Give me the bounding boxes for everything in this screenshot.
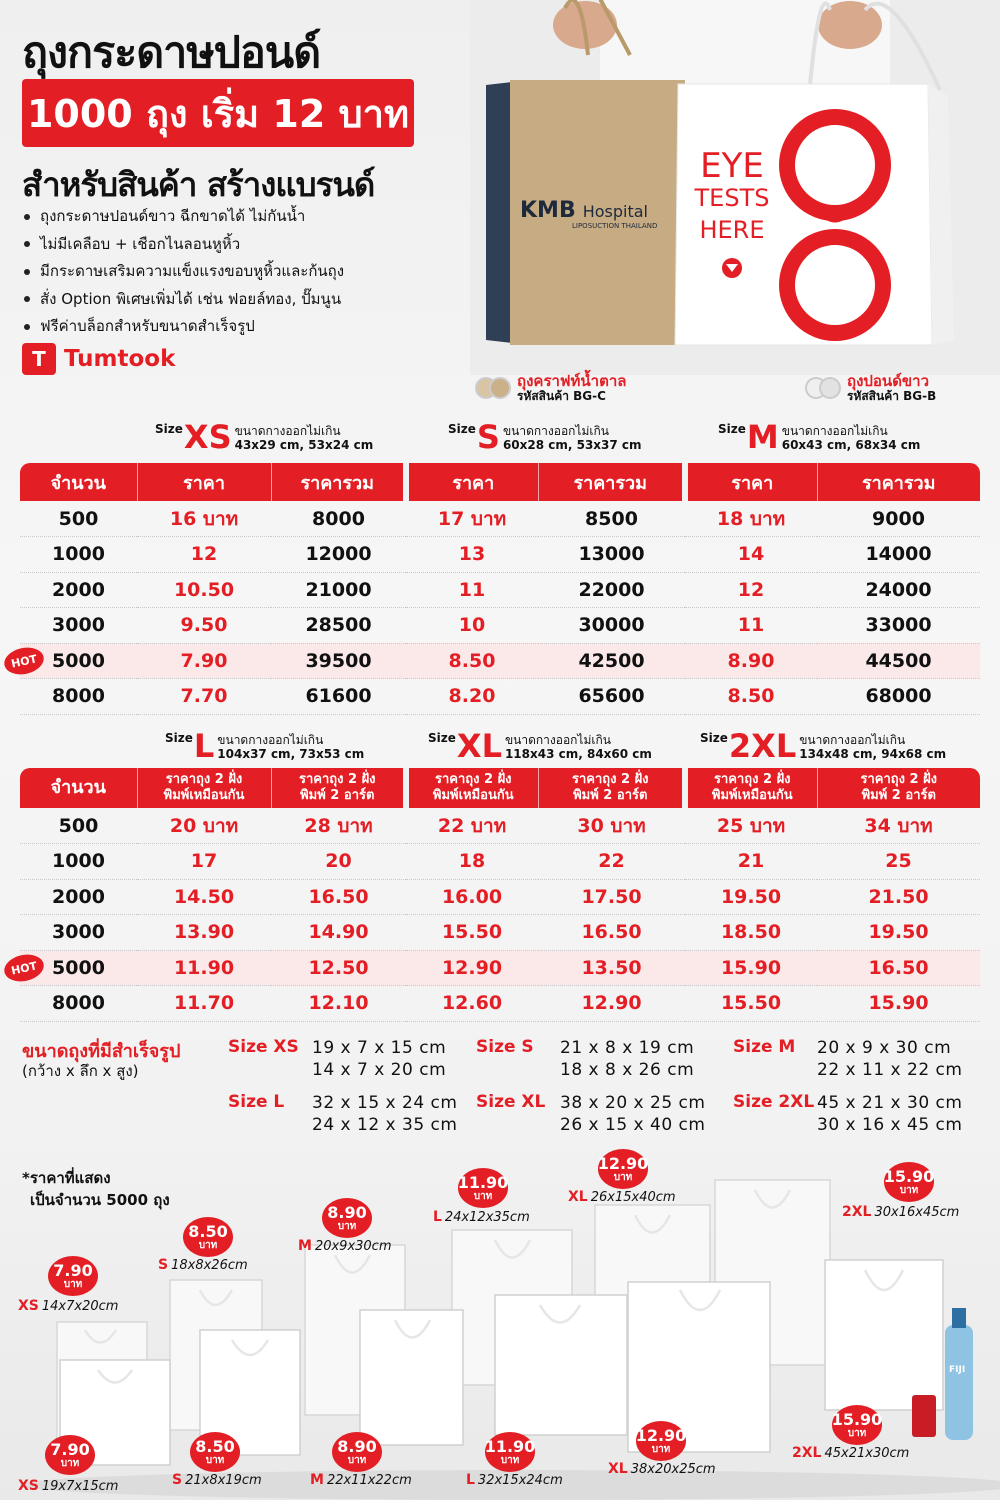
table-row: 8000 11.70 12.10 12.60 12.90 15.50 15.90: [20, 986, 980, 1022]
price-badge: 12.90 บาท: [598, 1149, 648, 1189]
ready-size-dims: 19 x 7 x 15 cm 14 x 7 x 20 cm: [312, 1038, 447, 1080]
table-row: 3000 9.50 28500 10 30000 11 33000: [20, 608, 980, 644]
table-row: 500 16 บาท 8000 17 บาท 8500 18 บาท 9000: [20, 501, 980, 537]
badge-size-label: XS 19x7x15cm: [18, 1478, 119, 1494]
feature-item: ฟรีค่าบล็อกสำหรับขนาดสำเร็จรูป: [22, 313, 344, 341]
price-badge: 8.50 บาท: [183, 1217, 233, 1257]
table-row: 3000 13.90 14.90 15.50 16.50 18.50 19.50: [20, 915, 980, 951]
badge-size-label: XL 38x20x25cm: [608, 1461, 716, 1477]
bullet-icon: [24, 214, 30, 220]
qty-header: จำนวน: [20, 463, 137, 501]
price-badge: 8.90 บาท: [332, 1432, 382, 1472]
ready-made-subtitle: (กว้าง x ลึก x สูง): [22, 1062, 139, 1080]
promo-banner: 1000 ถุง เริ่ม 12 บาท: [22, 79, 414, 147]
bullet-icon: [24, 241, 30, 247]
badge-size-label: L 32x15x24cm: [466, 1472, 563, 1488]
swatch-white: ถุงปอนด์ขาว รหัสสินค้า BG-B: [805, 373, 936, 403]
qty-header: จำนวน: [20, 768, 137, 808]
table-row-hot: 5000 11.90 12.50 12.90 13.50 15.90 16.50: [20, 950, 980, 986]
ready-size-dims: 38 x 20 x 25 cm 26 x 15 x 40 cm: [560, 1093, 706, 1135]
price-badge: 15.90 บาท: [884, 1162, 934, 1202]
price-badge: 12.90 บาท: [636, 1421, 686, 1461]
ready-size-dims: 21 x 8 x 19 cm 18 x 8 x 26 cm: [560, 1038, 695, 1080]
table-row: 2000 10.50 21000 11 22000 12 24000: [20, 572, 980, 608]
bottle-label: FIJI: [949, 1365, 966, 1375]
price-badge: 11.90 บาท: [458, 1168, 508, 1208]
table-header-row: จำนวน ราคาถุง 2 ฝั่ง พิมพ์เหมือนกัน ราคาถุง 2 ฝั่ง พิมพ์ 2 อาร์ต ราคาถุง 2 ฝั่ง พิมพ์เหมือนกัน ราคาถุง 2 ฝั่ง พิมพ์ 2 อาร์ต ราคาถุง 2 ฝั่ง พิมพ์เหมือนกัน ราคาถุง 2 ฝั่ง พิมพ์ 2 อาร์ต: [20, 768, 980, 808]
table-row-hot: 5000 7.90 39500 8.50 42500 8.90 44500: [20, 643, 980, 679]
table-row: 1000 17 20 18 22 21 25: [20, 844, 980, 880]
white-swatch-icon: [819, 377, 841, 399]
box-logo-icon: T: [22, 343, 56, 375]
size-heading-xl: Size XL ขนาดกางออกไม่เกิน 118x43 cm, 84x60 cm: [428, 727, 652, 765]
price-badge: 8.50 บาท: [190, 1432, 240, 1472]
badge-size-label: XS 14x7x20cm: [18, 1298, 119, 1314]
kraft-swatch-icon: [489, 377, 511, 399]
hero-photo: [470, 0, 1000, 375]
price-table-large: [20, 768, 980, 1022]
badge-size-label: M 20x9x30cm: [298, 1238, 392, 1254]
kmb-subtitle: LIPOSUCTION THAILAND: [572, 222, 658, 230]
badge-size-label: S 18x8x26cm: [158, 1257, 248, 1273]
size-heading-s: Size S ขนาดกางออกไม่เกิน 60x28 cm, 53x37 cm: [448, 418, 642, 456]
price-table-small: [20, 463, 980, 715]
brand-name: Tumtook: [64, 346, 176, 372]
ready-size-dims: 32 x 15 x 24 cm 24 x 12 x 35 cm: [312, 1093, 458, 1135]
feature-item: มีกระดาษเสริมความแข็งแรงขอบหูหิ้วและก้นถุง: [22, 258, 344, 286]
price-badge: 8.90 บาท: [322, 1198, 372, 1238]
ready-size-label: Size 2XL: [733, 1092, 815, 1112]
price-badge: 7.90 บาท: [45, 1435, 95, 1475]
table-row: 8000 7.70 61600 8.20 65600 8.50 68000: [20, 679, 980, 715]
badge-size-label: 2XL 30x16x45cm: [842, 1204, 960, 1220]
price-badge: 7.90 บาท: [48, 1256, 98, 1296]
bullet-icon: [24, 324, 30, 330]
eye-tests-text: EYE TESTS HERE: [694, 146, 770, 244]
bullet-icon: [24, 296, 30, 302]
feature-list: [22, 203, 344, 341]
badge-size-label: XL 26x15x40cm: [568, 1189, 676, 1205]
badge-size-label: M 22x11x22cm: [310, 1472, 412, 1488]
page-subtitle: สำหรับสินค้า สร้างแบรนด์: [22, 165, 375, 204]
price-badge: 15.90 บาท: [832, 1405, 882, 1445]
ready-size-label: Size XL: [476, 1092, 546, 1112]
size-heading-xs: Size XS ขนาดกางออกไม่เกิน 43x29 cm, 53x24 cm: [155, 418, 374, 456]
price-badge: 11.90 บาท: [485, 1432, 535, 1472]
table-row: 1000 12 12000 13 13000 14 14000: [20, 537, 980, 573]
size-heading-m: Size M ขนาดกางออกไม่เกิน 60x43 cm, 68x34 cm: [718, 418, 921, 456]
badge-size-label: 2XL 45x21x30cm: [792, 1445, 910, 1461]
page-title: ถุงกระดาษปอนด์: [22, 28, 321, 78]
ready-size-label: Size M: [733, 1037, 796, 1057]
size-heading-l: Size L ขนาดกางออกไม่เกิน 104x37 cm, 73x53 cm: [165, 727, 365, 765]
feature-item: ไม่มีเคลือบ + เชือกไนลอนหูหิ้ว: [22, 231, 344, 259]
size-heading-2xl: Size 2XL ขนาดกางออกไม่เกิน 134x48 cm, 94x68 cm: [700, 727, 947, 765]
ready-size-label: Size S: [476, 1037, 534, 1057]
table-row: 500 20 บาท 28 บาท 22 บาท 30 บาท 25 บาท 34 บาท: [20, 808, 980, 844]
bullet-icon: [24, 269, 30, 275]
price-note: *ราคาที่แสดง เป็นจำนวน 5000 ถุง: [22, 1169, 170, 1209]
ready-size-dims: 20 x 9 x 30 cm 22 x 11 x 22 cm: [817, 1038, 963, 1080]
brand-logo: [22, 343, 175, 375]
ready-made-title: ขนาดถุงที่มีสำเร็จรูป: [22, 1041, 181, 1062]
table-header-row: จำนวน ราคา ราคารวม ราคา ราคารวม ราคา ราคารวม: [20, 463, 980, 501]
badge-size-label: L 24x12x35cm: [433, 1209, 530, 1225]
ready-size-label: Size XS: [228, 1037, 299, 1057]
feature-item: สั่ง Option พิเศษเพิ่มได้ เช่น ฟอยล์ทอง, ปั๊มนูน: [22, 286, 344, 314]
badge-size-label: S 21x8x19cm: [172, 1472, 262, 1488]
ready-size-label: Size L: [228, 1092, 285, 1112]
hot-badge: HOT: [2, 644, 47, 678]
hot-badge: HOT: [2, 951, 47, 985]
kmb-logo: KMB Hospital: [520, 198, 648, 223]
table-row: 2000 14.50 16.50 16.00 17.50 19.50 21.50: [20, 879, 980, 915]
swatch-kraft: ถุงคราฟท์น้ำตาล รหัสสินค้า BG-C: [475, 373, 626, 403]
feature-item: ถุงกระดาษปอนด์ขาว ฉีกขาดได้ ไม่กันน้ำ: [22, 203, 344, 231]
ready-size-dims: 45 x 21 x 30 cm 30 x 16 x 45 cm: [817, 1093, 963, 1135]
